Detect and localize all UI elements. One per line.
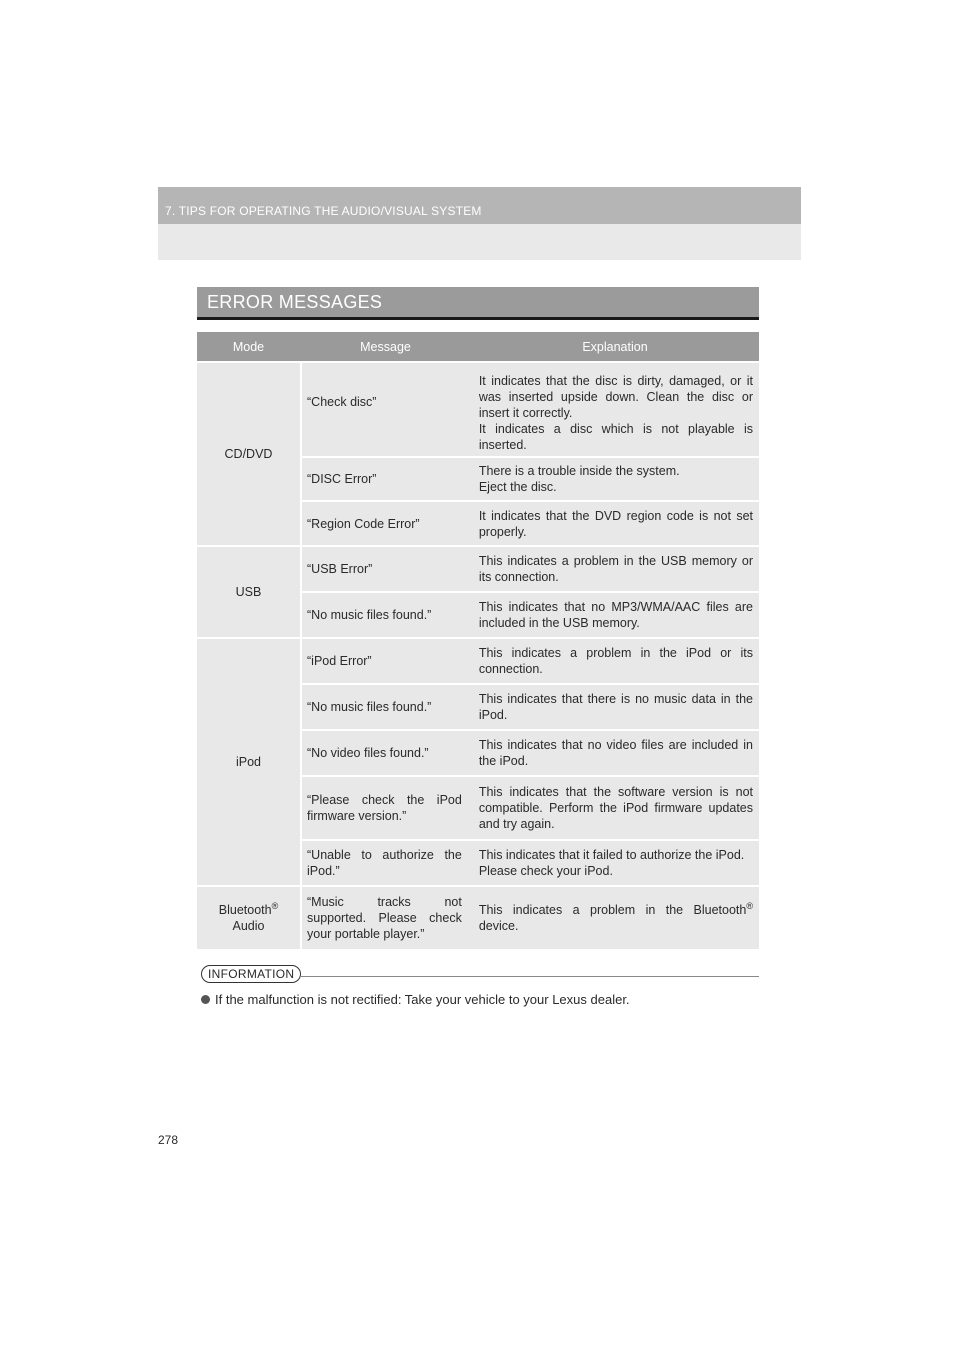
explanation-text: Eject the disc. <box>478 480 557 494</box>
message-text: “Music tracks not supported. Please check your portable player.” <box>307 895 462 941</box>
table-row <box>302 887 759 949</box>
explanation-text: This indicates a problem in the USB memory or its connection. <box>478 554 753 584</box>
table-group-bluetooth <box>197 887 759 949</box>
mode-cell <box>197 639 300 885</box>
page-number: 278 <box>158 1133 179 1147</box>
header-explanation: Explanation <box>582 339 648 354</box>
header-message: Message <box>360 339 411 354</box>
message-text: “iPod Error” <box>307 654 372 668</box>
message-text: “Region Code Error” <box>307 516 420 531</box>
information-item <box>201 992 630 1007</box>
explanation-text: This indicates a problem in the iPod or its connection. <box>478 646 753 676</box>
chapter-header-strip <box>158 187 801 224</box>
table-row <box>302 841 759 885</box>
table-row <box>302 363 759 456</box>
explanation-text: It indicates that the DVD region code is not set properly. <box>478 508 753 539</box>
explanation-text: This indicates that no MP3/WMA/AAC files are included in the USB memory. <box>478 600 753 630</box>
table-group-ipod <box>197 639 759 885</box>
table-row <box>302 685 759 729</box>
error-messages-table <box>197 332 759 951</box>
information-label: INFORMATION <box>201 965 301 983</box>
section-divider <box>197 317 759 320</box>
mode-label: CD/DVD <box>224 447 273 461</box>
table-row <box>302 593 759 637</box>
message-text: “No music files found.” <box>307 608 432 622</box>
message-text: “DISC Error” <box>307 472 377 486</box>
explanation-text: There is a trouble inside the system. <box>478 464 680 478</box>
explanation-text: Please check your iPod. <box>478 864 613 878</box>
table-row <box>302 731 759 775</box>
table-row <box>302 777 759 839</box>
header-mode: Mode <box>232 339 265 354</box>
mode-cell <box>197 363 300 545</box>
information-text: If the malfunction is not rectified: Take your vehicle to your Lexus dealer. <box>215 992 630 1007</box>
message-text: “No music files found.” <box>307 700 432 714</box>
message-text: “Check disc” <box>307 395 377 409</box>
message-text: “No video files found.” <box>307 746 429 760</box>
mode-cell <box>197 887 300 949</box>
chapter-title: 7. TIPS FOR OPERATING THE AUDIO/VISUAL SYSTEM <box>165 204 482 218</box>
explanation-text: This indicates that it failed to authorize the iPod. <box>478 848 745 862</box>
table-row <box>302 458 759 500</box>
table-group-cd-dvd <box>197 363 759 545</box>
explanation-text: This indicates a problem in the Bluetooth® device. <box>478 900 753 933</box>
explanation-text: This indicates that there is no music data in the iPod. <box>478 692 753 722</box>
chapter-header <box>158 187 801 260</box>
message-text: “Unable to authorize the iPod.” <box>307 848 462 878</box>
mode-cell <box>197 547 300 637</box>
section-title-bar <box>197 287 759 317</box>
message-text: “USB Error” <box>307 562 373 576</box>
mode-label: iPod <box>235 755 262 769</box>
explanation-text: This indicates that the software version is not compatible. Perform the iPod firmware updates and try again. <box>478 785 753 831</box>
table-header-row <box>197 332 759 361</box>
mode-label: Bluetooth® Audio <box>218 900 279 933</box>
bullet-icon <box>201 995 210 1004</box>
information-divider <box>300 976 759 977</box>
explanation-text: It indicates a disc which is not playable is inserted. <box>478 422 753 452</box>
table-row <box>302 639 759 683</box>
table-group-usb <box>197 547 759 637</box>
message-text: “Please check the iPod firmware version.” <box>307 793 462 823</box>
mode-label: USB <box>235 585 262 599</box>
table-row <box>302 502 759 545</box>
explanation-text: It indicates that the disc is dirty, damaged, or it was inserted upside down. Clean the disc or insert it correctly. <box>478 374 753 420</box>
section-title: ERROR MESSAGES <box>207 292 383 312</box>
table-row <box>302 547 759 591</box>
explanation-text: This indicates that no video files are included in the iPod. <box>478 738 753 768</box>
